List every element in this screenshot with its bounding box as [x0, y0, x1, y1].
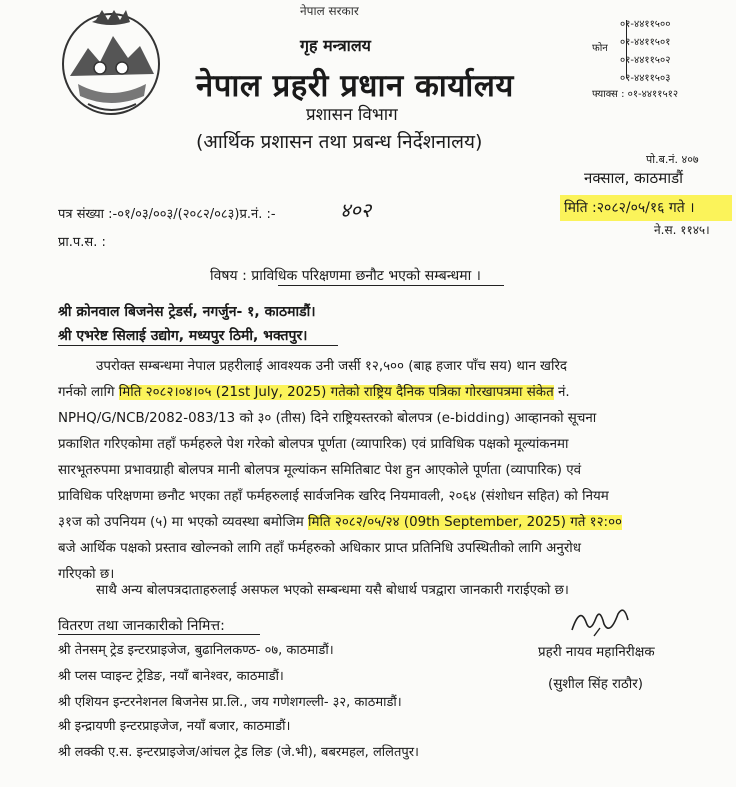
distribution-item: श्री लक्की ए.स. इन्टरप्राइजेज/आंचल ट्रेड लिङ (जे.भी), बबरमहल, ललितपुर। [58, 745, 419, 760]
signatory-title: प्रहरी नायव महानिरीक्षक [538, 645, 655, 660]
department-name: प्रशासन विभाग [306, 105, 398, 125]
body-paragraph [58, 354, 700, 588]
subject-underline [278, 285, 504, 286]
distribution-title: वितरण तथा जानकारीको निमित्त: [58, 618, 225, 634]
body-text: ३१ज को उपनियम (५) मा भएको व्यवस्था बमोजिम [58, 515, 309, 530]
phone-number: ०१-४४११५०३ [620, 73, 671, 84]
highlighted-notice-date: मिति २०८२।०४।०५ (21st July, 2025) गतेको राष्ट्रिय दैनिक पत्रिका गोरखापत्रमा संकेत [118, 385, 554, 400]
phone-number: ०१-४४११५०० [620, 19, 671, 30]
place-name: नक्साल, काठमाडौं [584, 169, 684, 187]
signature-scrawl [566, 600, 646, 640]
office-title: नेपाल प्रहरी प्रधान कार्यालय [196, 68, 514, 104]
body-line [58, 380, 700, 406]
nepal-emblem-icon [58, 6, 164, 118]
addressee: श्री एभरेष्ट सिलाई उद्योग, मध्यपुर ठिमी, भक्तपुर। [58, 328, 308, 344]
body-text: नं. [553, 385, 570, 400]
distribution-item: श्री तेनसम् ट्रेड इन्टरप्राइजेज, बुढानिलकण्ठ- ०७, काठमाडौं। [58, 643, 334, 658]
letter-date: मिति :२०८२/०५/१६ गते । [564, 200, 695, 216]
signatory-name: (सुशील सिंह राठौर) [548, 677, 643, 692]
reference-number-label: पत्र संख्या :-०१/०३/००३/(२०८२/०८३)प्र.नं. :- [58, 207, 276, 222]
body-line: सारभूतरुपमा प्रभावग्राही बोलपत्र मानी बोलपत्र मूल्यांकन समितिबाट पेश हुन आएकोले पूर्णता (व्यापारिक) एवं [58, 463, 582, 478]
phone-number: ०१-४४११५०२ [620, 55, 671, 66]
po-box: पो.ब.नं. ४०७ [646, 153, 699, 166]
phone-label: फोन [592, 43, 608, 54]
body-paragraph: साथै अन्य बोलपत्रदाताहरुलाई असफल भएको सम्बन्धमा यसै बोधार्थ पत्रद्वारा जानकारी गराईएको छ। [96, 583, 569, 598]
distribution-underline [58, 634, 260, 635]
nepal-sambat-date: ने.स. ११४५। [654, 223, 710, 237]
body-text: गर्नको लागि [58, 385, 119, 400]
ministry-name: गृह मन्त्रालय [300, 36, 371, 55]
addressee-underline [58, 345, 338, 346]
body-line: उपरोक्त सम्बन्धमा नेपाल प्रहरीलाई आवश्यक उनी जर्सी १२,५०० (बाह्र हजार पाँच सय) थान खरिद [96, 359, 568, 374]
prapas-label: प्रा.प.स. : [58, 235, 106, 250]
phone-number: ०१-४४११५०१ [620, 37, 671, 48]
reference-number: ४०२ [340, 198, 372, 222]
distribution-item: श्री एशियन इन्टरनेशनल बिजनेस प्रा.लि., जय गणेशगल्ली- ३२, काठमाडौं। [58, 695, 402, 710]
highlighted-opening-date: मिति २०८२/०५/२४ (09th September, 2025) गते १२:०० [308, 515, 622, 530]
phone-list [620, 16, 670, 88]
subject-line [210, 266, 481, 285]
body-line: प्राविधिक परिक्षणमा छनौट भएका तहाँ फर्महरुलाई सार्वजनिक खरिद नियमावली, २०६४ (संशोधन सहित) को नियम [58, 489, 609, 504]
subject-text: प्राविधिक परिक्षणमा छनौट भएको सम्बन्धमा । [251, 268, 481, 284]
body-line: प्रकाशित गरिएकोमा तहाँ फर्महरुले पेश गरेको बोलपत्र पूर्णता (व्यापारिक) एवं प्राविधिक पक्षको मूल्यांकनमा [58, 437, 569, 452]
distribution-item: श्री प्लस प्वाइन्ट ट्रेडिङ, नयाँ बानेश्वर, काठमाडौं। [58, 669, 284, 684]
body-line: बजे आर्थिक पक्षको प्रस्ताव खोल्नको लागि तहाँ फर्महरुको अधिकार प्राप्त प्रतिनिधि उपस्थितीको लागि अनुरोध [58, 541, 581, 556]
subject-label: विषय : [210, 268, 247, 284]
addressee: श्री क्रोनवाल बिजनेस ट्रेडर्स, नगर्जुन- १, काठमाडौं। [58, 304, 316, 320]
fax-number: फ्याक्स : ०१-४४११५१२ [592, 89, 679, 100]
body-line [58, 510, 700, 536]
body-line: गरिएको छ। [58, 567, 115, 582]
ministry-arc-text: नेपाल सरकार [300, 4, 359, 18]
distribution-item: श्री इन्द्रायणी इन्टरप्राइजेज, नयाँ बजार, काठमाडौं। [58, 719, 291, 734]
directorate-name: (आर्थिक प्रशासन तथा प्रबन्ध निर्देशनालय) [196, 131, 483, 153]
body-line: NPHQ/G/NCB/2082-083/13 को ३० (तीस) दिने राष्ट्रियस्तरको बोलपत्र (e-bidding) आव्हानको सूचना [58, 411, 597, 426]
